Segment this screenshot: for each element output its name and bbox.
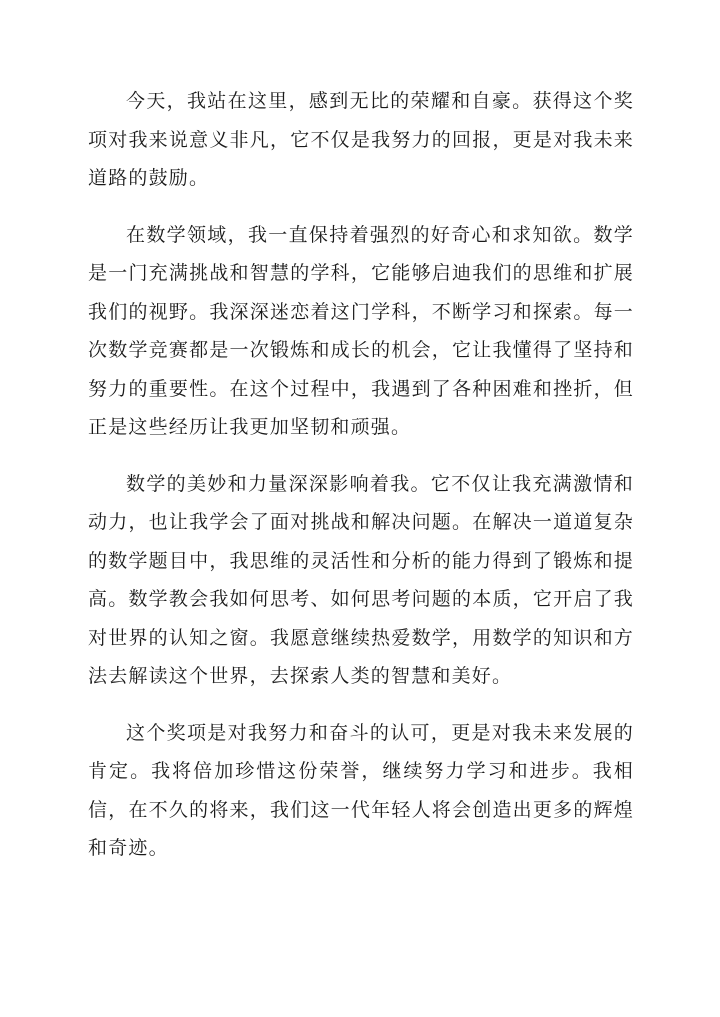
paragraph-4: 这个奖项是对我努力和奋斗的认可，更是对我未来发展的肯定。我将倍加珍惜这份荣誉，继续努力学习和进步。我相信，在不久的将来，我们这一代年轻人将会创造出更多的辉煌和奇迹。 [88, 721, 634, 859]
paragraph-2: 在数学领域，我一直保持着强烈的好奇心和求知欲。数学是一门充满挑战和智慧的学科，它能够启迪我们的思维和扩展我们的视野。我深深迷恋着这门学科，不断学习和探索。每一次数学竞赛都是一次锻炼和成长的机会，它让我懂得了坚持和努力的重要性。在这个过程中，我遇到了各种困难和挫折，但正是这些经历让我更加坚韧和顽强。 [88, 223, 634, 438]
paragraph-3: 数学的美妙和力量深深影响着我。它不仅让我充满激情和动力，也让我学会了面对挑战和解决问题。在解决一道道复杂的数学题目中，我思维的灵活性和分析的能力得到了锻炼和提高。数学教会我如何思考、如何思考问题的本质，它开启了我对世界的认知之窗。我愿意继续热爱数学，用数学的知识和方法去解读这个世界，去探索人类的智慧和美好。 [88, 472, 634, 687]
paragraph-1: 今天，我站在这里，感到无比的荣耀和自豪。获得这个奖项对我来说意义非凡，它不仅是我努力的回报，更是对我未来道路的鼓励。 [88, 90, 634, 189]
